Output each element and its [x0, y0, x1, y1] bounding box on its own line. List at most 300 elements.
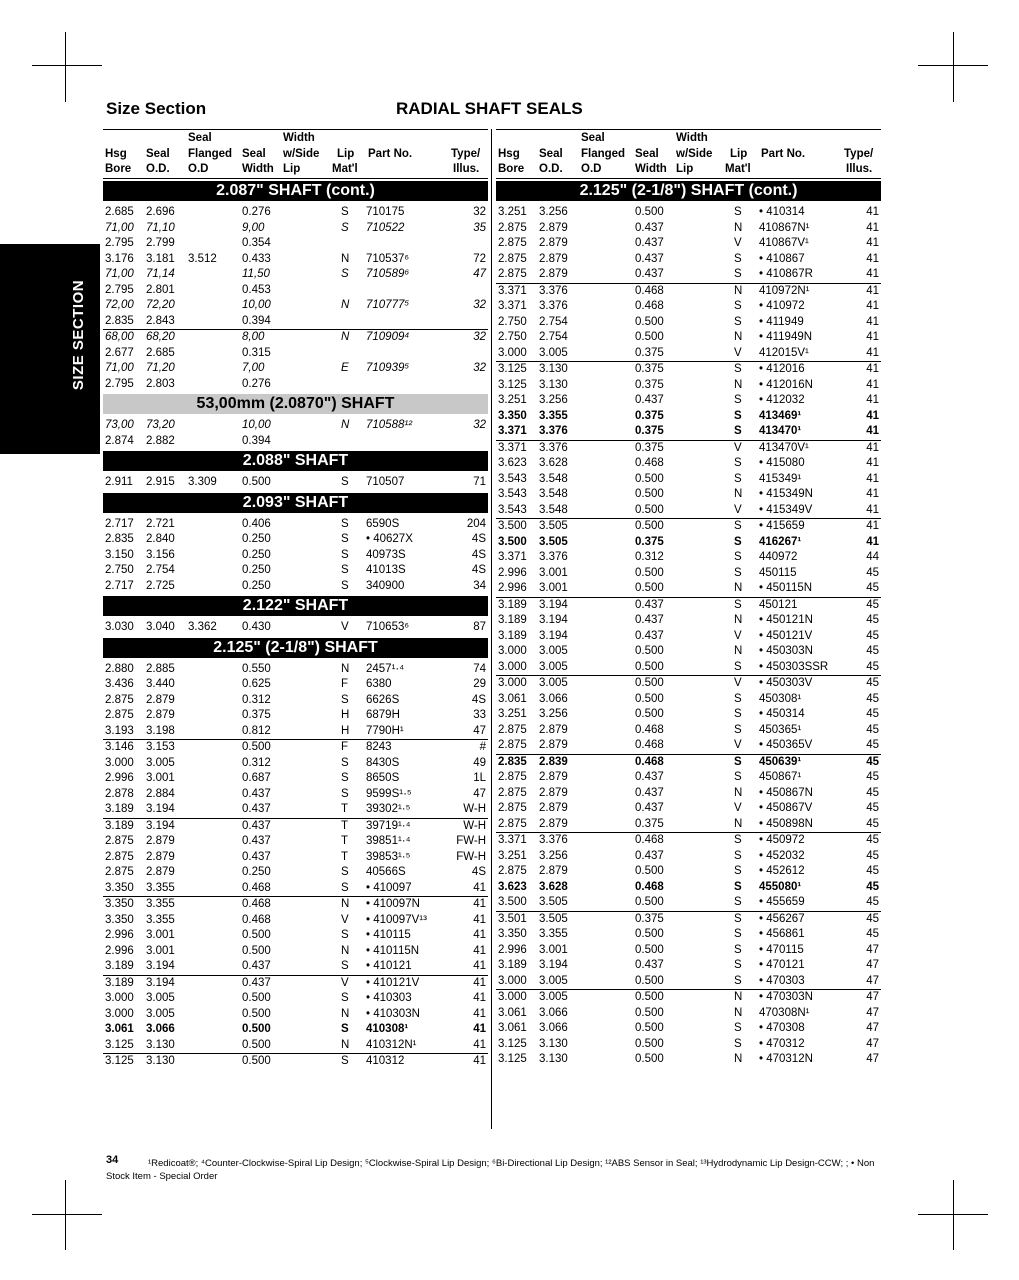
- table-row: [496, 786, 881, 802]
- table-row: [496, 629, 881, 645]
- part-number: 2457¹·⁴: [366, 662, 405, 675]
- lip-material: N: [341, 944, 350, 957]
- table-row: [496, 393, 881, 409]
- seal-width: 0.500: [635, 520, 664, 532]
- table-row: [496, 817, 881, 833]
- table-row: [496, 1006, 881, 1022]
- table-header: [103, 129, 488, 179]
- lip-material: S: [734, 928, 742, 940]
- shaft-section-title: 2.088" SHAFT: [103, 451, 488, 471]
- seal-width: 0.375: [242, 709, 271, 721]
- housing-bore: 3.543: [498, 472, 527, 485]
- seal-width: 0.500: [635, 1022, 664, 1034]
- housing-bore: 3.189: [498, 614, 527, 626]
- table-row: [103, 959, 488, 975]
- seal-width: 0.468: [635, 834, 664, 846]
- type-illus: 44: [866, 551, 879, 563]
- header-illus: Illus.: [453, 163, 480, 175]
- table-row: [103, 881, 488, 897]
- table-row: [496, 424, 881, 440]
- lip-material: N: [734, 331, 743, 343]
- housing-bore: 3.371: [498, 300, 527, 312]
- type-illus: 45: [866, 566, 879, 579]
- housing-bore: 2.996: [498, 566, 527, 579]
- table-row: [496, 346, 881, 362]
- seal-width: 0.312: [242, 756, 271, 769]
- lip-material: N: [734, 221, 743, 234]
- housing-bore: 3.125: [498, 1053, 527, 1065]
- housing-bore: 2.911: [105, 476, 133, 488]
- housing-bore: 3.436: [105, 678, 134, 690]
- seal-width: 0.437: [635, 614, 664, 626]
- lip-material: H: [341, 709, 350, 721]
- seal-od: 3.194: [146, 976, 175, 989]
- table-row: [496, 597, 881, 614]
- lip-material: S: [341, 579, 349, 592]
- part-number: 39302¹·⁵: [366, 803, 411, 815]
- part-number: 410867V¹: [759, 237, 809, 249]
- part-number: • 410121: [366, 960, 412, 972]
- housing-bore: 3.000: [498, 991, 527, 1003]
- lip-material: S: [341, 517, 349, 530]
- part-number: • 470308: [759, 1022, 805, 1034]
- housing-bore: 71,00: [105, 268, 134, 280]
- lip-material: N: [734, 991, 743, 1003]
- part-number: 39851¹·⁴: [366, 835, 411, 847]
- seal-od: 3.194: [539, 959, 568, 971]
- part-number: 450365¹: [759, 723, 802, 736]
- seal-od: 2.839: [539, 755, 568, 768]
- lip-material: S: [734, 598, 742, 611]
- table-row: [496, 943, 881, 959]
- lip-material: N: [341, 662, 350, 675]
- lip-material: S: [734, 708, 742, 720]
- housing-bore: 3.125: [105, 1055, 134, 1067]
- seal-width: 0.433: [242, 252, 271, 265]
- table-row: [496, 770, 881, 786]
- header-type: Type/: [451, 148, 481, 160]
- seal-width: 0.468: [635, 723, 664, 736]
- lip-material: N: [341, 1007, 350, 1020]
- table-row: [103, 548, 488, 564]
- housing-bore: 2.717: [105, 517, 134, 530]
- part-number: 470308N¹: [759, 1006, 810, 1019]
- seal-od: 3.181: [146, 252, 175, 265]
- housing-bore: 3.189: [498, 598, 527, 611]
- seal-od: 3.376: [539, 300, 568, 312]
- part-number: • 455659: [759, 896, 805, 908]
- type-illus: 41: [473, 992, 486, 1004]
- type-illus: 47: [866, 943, 879, 956]
- crop-mark: [953, 1180, 954, 1250]
- housing-bore: 71,00: [105, 362, 134, 374]
- table-row: [496, 472, 881, 488]
- shaft-section-title: 2.125" (2-1/8") SHAFT (cont.): [496, 181, 881, 201]
- seal-od: 3.376: [539, 441, 568, 454]
- part-number: 413470V¹: [759, 441, 809, 454]
- seal-width: 0.437: [635, 786, 664, 799]
- seal-width: 0.437: [242, 976, 271, 989]
- lip-material: N: [734, 786, 743, 799]
- table-row: [496, 581, 881, 597]
- seal-width: 0.500: [635, 488, 664, 500]
- shaft-section-title: 2.125" (2-1/8") SHAFT: [103, 638, 488, 658]
- section-tab-label: SIZE SECTION: [70, 279, 87, 391]
- type-illus: 45: [866, 928, 879, 940]
- type-illus: 45: [866, 614, 879, 626]
- table-row: [496, 299, 881, 315]
- housing-bore: 3.150: [105, 548, 134, 561]
- table-row: [496, 692, 881, 708]
- seal-width: 0.354: [242, 237, 271, 249]
- part-number: 6590S: [366, 517, 400, 530]
- type-illus: 1L: [473, 772, 486, 784]
- seal-od: 3.005: [539, 660, 568, 673]
- seal-od: 3.548: [539, 503, 568, 516]
- part-number: 8243: [366, 741, 392, 753]
- seal-od: 73,20: [146, 419, 175, 431]
- seal-od: 2.879: [539, 739, 568, 751]
- seal-width: 0.500: [635, 865, 664, 877]
- seal-width: 0.500: [635, 566, 664, 579]
- type-illus: 87: [473, 621, 486, 633]
- housing-bore: 68,00: [105, 331, 134, 343]
- seal-width: 0.437: [635, 849, 664, 862]
- housing-bore: 3.350: [105, 913, 134, 926]
- table-row: [103, 756, 488, 772]
- table-row: [496, 236, 881, 252]
- type-illus: 45: [866, 849, 879, 862]
- lip-material: S: [734, 959, 742, 971]
- type-illus: 41: [866, 503, 879, 516]
- seal-width: 0.437: [635, 237, 664, 249]
- seal-width: 0.500: [635, 896, 664, 908]
- lip-material: S: [341, 693, 349, 706]
- part-number: 710507: [366, 476, 405, 488]
- type-illus: FW-H: [456, 850, 486, 863]
- lip-material: S: [734, 943, 742, 956]
- seal-od: 2.879: [539, 268, 568, 280]
- seal-od: 3.066: [539, 1006, 568, 1019]
- part-number: • 456861: [759, 928, 805, 940]
- seal-width: 0.500: [242, 741, 271, 753]
- housing-bore: 3.189: [498, 629, 527, 642]
- type-illus: 33: [473, 709, 486, 721]
- header-lip: Lip: [337, 148, 355, 160]
- part-number: 450639¹: [759, 755, 802, 768]
- part-number: 6380: [366, 678, 392, 690]
- part-number: 710588¹²: [366, 419, 413, 431]
- seal-od: 3.005: [539, 645, 568, 657]
- seal-width: 0.500: [635, 974, 664, 987]
- type-illus: 41: [473, 1007, 486, 1020]
- housing-bore: 72,00: [105, 299, 134, 311]
- type-illus: 47: [473, 787, 486, 800]
- seal-width: 0.437: [635, 802, 664, 814]
- header-seal-od: Seal: [539, 148, 563, 160]
- seal-od: 3.130: [146, 1038, 175, 1051]
- table-row: [103, 1022, 488, 1038]
- part-number: • 412032: [759, 394, 805, 406]
- seal-od: 3.156: [146, 548, 175, 561]
- table-row: [496, 613, 881, 629]
- lip-material: V: [734, 346, 742, 359]
- seal-od: 2.879: [539, 237, 568, 249]
- housing-bore: 3.189: [105, 976, 134, 989]
- type-illus: 41: [866, 284, 879, 297]
- lip-material: S: [341, 756, 349, 769]
- seal-od: 3.194: [539, 629, 568, 642]
- type-illus: 45: [866, 677, 879, 689]
- seal-width: 8,00: [242, 331, 265, 343]
- table-row: [496, 723, 881, 739]
- seal-od: 3.194: [146, 803, 175, 815]
- housing-bore: 3.000: [498, 346, 527, 359]
- seal-width: 0.500: [635, 928, 664, 940]
- seal-od: 2.879: [539, 817, 568, 830]
- part-number: 8650S: [366, 772, 400, 784]
- crop-mark: [65, 32, 66, 102]
- table-row: [496, 958, 881, 974]
- type-illus: 41: [866, 441, 879, 454]
- housing-bore: 2.875: [498, 237, 527, 249]
- seal-width: 0.437: [242, 850, 271, 863]
- seal-od: 3.628: [539, 457, 568, 469]
- seal-od: 3.040: [146, 621, 175, 633]
- housing-bore: 2.795: [105, 237, 134, 249]
- lip-material: N: [341, 898, 350, 910]
- lip-material: S: [341, 548, 349, 561]
- table-row: [103, 1038, 488, 1054]
- seal-width: 0.437: [635, 221, 664, 234]
- type-illus: 4S: [471, 693, 486, 706]
- housing-bore: 3.000: [498, 974, 527, 987]
- seal-od: 3.376: [539, 284, 568, 297]
- housing-bore: 2.750: [498, 331, 527, 343]
- lip-material: S: [734, 1022, 742, 1034]
- lip-material: N: [734, 1053, 743, 1065]
- housing-bore: 2.875: [498, 771, 527, 783]
- lip-material: S: [734, 771, 742, 783]
- crop-mark: [65, 1180, 66, 1250]
- housing-bore: 3.500: [498, 896, 527, 908]
- table-row: [103, 787, 488, 803]
- type-illus: 41: [866, 346, 879, 359]
- table-row: [496, 880, 881, 896]
- page-title: RADIAL SHAFT SEALS: [396, 99, 583, 118]
- lip-material: N: [734, 284, 743, 297]
- seal-od: 3.355: [539, 928, 568, 940]
- seal-od: 2.754: [539, 331, 568, 343]
- seal-od: 3.001: [146, 772, 175, 784]
- table-row: [103, 1007, 488, 1023]
- header-flanged-od: O.D: [581, 163, 602, 175]
- seal-od: 3.153: [146, 741, 175, 753]
- type-illus: 41: [473, 1038, 486, 1051]
- type-illus: 41: [866, 268, 879, 280]
- table-row: [496, 1021, 881, 1037]
- part-number: 410972N¹: [759, 284, 810, 297]
- seal-width: 0.468: [635, 300, 664, 312]
- housing-bore: 3.251: [498, 708, 527, 720]
- seal-od: 3.194: [146, 960, 175, 972]
- type-illus: 72: [473, 252, 486, 265]
- type-illus: 47: [866, 1053, 879, 1065]
- housing-bore: 3.251: [498, 394, 527, 406]
- table-row: [103, 532, 488, 548]
- housing-bore: 3.189: [498, 959, 527, 971]
- lip-material: S: [734, 363, 742, 375]
- housing-bore: 3.189: [105, 803, 134, 815]
- lip-material: S: [734, 472, 742, 485]
- table-row: [103, 418, 488, 434]
- lip-material: N: [734, 378, 743, 391]
- seal-od: 2.799: [146, 237, 175, 249]
- header-width-label: Width: [635, 163, 667, 175]
- header-part: Part No.: [761, 148, 806, 160]
- lip-material: S: [341, 268, 349, 280]
- part-number: • 410867: [759, 252, 805, 265]
- seal-od: 2.879: [539, 786, 568, 799]
- header-hsg: Hsg: [105, 148, 127, 160]
- part-number: 413469¹: [759, 409, 802, 422]
- part-number: • 412016N: [759, 378, 813, 391]
- housing-bore: 3.061: [498, 692, 527, 705]
- table-row: [103, 361, 488, 377]
- seal-od: 3.066: [539, 1022, 568, 1034]
- table-row: [103, 221, 488, 237]
- header-lip-label: Lip: [676, 163, 694, 175]
- lip-material: N: [734, 1006, 743, 1019]
- header-material: Mat'l: [725, 163, 751, 175]
- seal-od: 2.879: [539, 723, 568, 736]
- housing-bore: 2.874: [105, 434, 134, 447]
- housing-bore: 3.061: [498, 1022, 527, 1034]
- seal-od: 3.548: [539, 472, 568, 485]
- seal-od: 3.505: [539, 520, 568, 532]
- type-illus: 45: [866, 708, 879, 720]
- housing-bore: 3.623: [498, 880, 527, 893]
- seal-od: 3.355: [539, 409, 568, 422]
- seal-width: 0.468: [635, 739, 664, 751]
- seal-width: 0.625: [242, 678, 271, 690]
- crop-mark: [918, 65, 988, 66]
- type-illus: 49: [473, 756, 486, 769]
- type-illus: 71: [473, 476, 486, 488]
- seal-width: 0.500: [635, 206, 664, 218]
- type-illus: 41: [473, 1023, 486, 1035]
- table-row: [103, 818, 488, 835]
- lip-material: S: [734, 409, 742, 422]
- housing-bore: 3.623: [498, 457, 527, 469]
- type-illus: 41: [473, 960, 486, 972]
- seal-od: 3.005: [146, 756, 175, 769]
- lip-material: S: [734, 974, 742, 987]
- part-number: 710939⁵: [366, 362, 410, 374]
- part-number: • 410121V: [366, 976, 420, 989]
- seal-width: 0.437: [242, 835, 271, 847]
- part-number: 9599S¹·⁵: [366, 787, 412, 800]
- type-illus: 45: [866, 802, 879, 814]
- seal-width: 0.453: [242, 283, 271, 296]
- header-width-label: Width: [242, 163, 274, 175]
- type-illus: 32: [473, 419, 486, 431]
- type-illus: 45: [866, 582, 879, 594]
- seal-width: 0.430: [242, 621, 271, 633]
- seal-width: 0.312: [242, 693, 271, 706]
- seal-width: 0.500: [635, 660, 664, 673]
- lip-material: V: [341, 976, 349, 989]
- seal-width: 0.375: [635, 425, 664, 437]
- crop-mark: [32, 65, 102, 66]
- type-illus: 45: [866, 755, 879, 768]
- lip-material: S: [734, 723, 742, 736]
- part-number: • 470115: [759, 943, 804, 956]
- housing-bore: 3.000: [498, 660, 527, 673]
- seal-width: 0.500: [635, 1053, 664, 1065]
- part-number: 412015V¹: [759, 346, 809, 359]
- seal-od: 2.801: [146, 283, 175, 296]
- page-number: 34: [106, 1154, 119, 1166]
- part-number: • 450121N: [759, 614, 813, 626]
- table-row: [103, 708, 488, 724]
- table-row: [496, 1052, 881, 1068]
- table-row: [103, 771, 488, 787]
- seal-width: 0.500: [635, 645, 664, 657]
- lip-material: N: [734, 817, 743, 830]
- lip-material: N: [734, 645, 743, 657]
- seal-od: 2.884: [146, 787, 175, 800]
- seal-width: 0.468: [635, 880, 664, 893]
- lip-material: S: [734, 394, 742, 406]
- lip-material: H: [341, 724, 350, 737]
- type-illus: 45: [866, 865, 879, 877]
- housing-bore: 2.795: [105, 377, 134, 390]
- lip-material: S: [341, 476, 349, 488]
- housing-bore: 2.875: [498, 221, 527, 234]
- seal-od: 2.843: [146, 314, 175, 327]
- lip-material: N: [341, 331, 350, 343]
- seal-od: 3.256: [539, 849, 568, 862]
- lip-material: N: [734, 488, 743, 500]
- housing-bore: 2.875: [498, 786, 527, 799]
- lip-material: T: [341, 803, 349, 815]
- type-illus: 41: [473, 1055, 486, 1067]
- table-row: [496, 644, 881, 660]
- seal-od: 3.130: [539, 363, 568, 375]
- housing-bore: 2.875: [105, 693, 134, 706]
- seal-width: 0.500: [242, 1055, 271, 1067]
- housing-bore: 3.193: [105, 724, 134, 737]
- lip-material: S: [341, 992, 349, 1004]
- housing-bore: 3.000: [105, 756, 134, 769]
- housing-bore: 3.371: [498, 284, 527, 297]
- housing-bore: 3.371: [498, 834, 527, 846]
- seal-width: 0.500: [242, 929, 271, 941]
- part-number: • 450898N: [759, 817, 813, 830]
- type-illus: 74: [473, 662, 486, 675]
- housing-bore: 2.835: [105, 314, 134, 327]
- part-number: • 470312N: [759, 1053, 813, 1065]
- seal-od: 3.198: [146, 724, 175, 737]
- seal-width: 0.375: [635, 378, 664, 391]
- part-number: 415349¹: [759, 472, 802, 485]
- housing-bore: 3.125: [498, 363, 527, 375]
- type-illus: 34: [473, 579, 486, 592]
- table-row: [496, 738, 881, 754]
- part-number: 39719¹·⁴: [366, 819, 411, 832]
- part-number: • 415080: [759, 457, 805, 469]
